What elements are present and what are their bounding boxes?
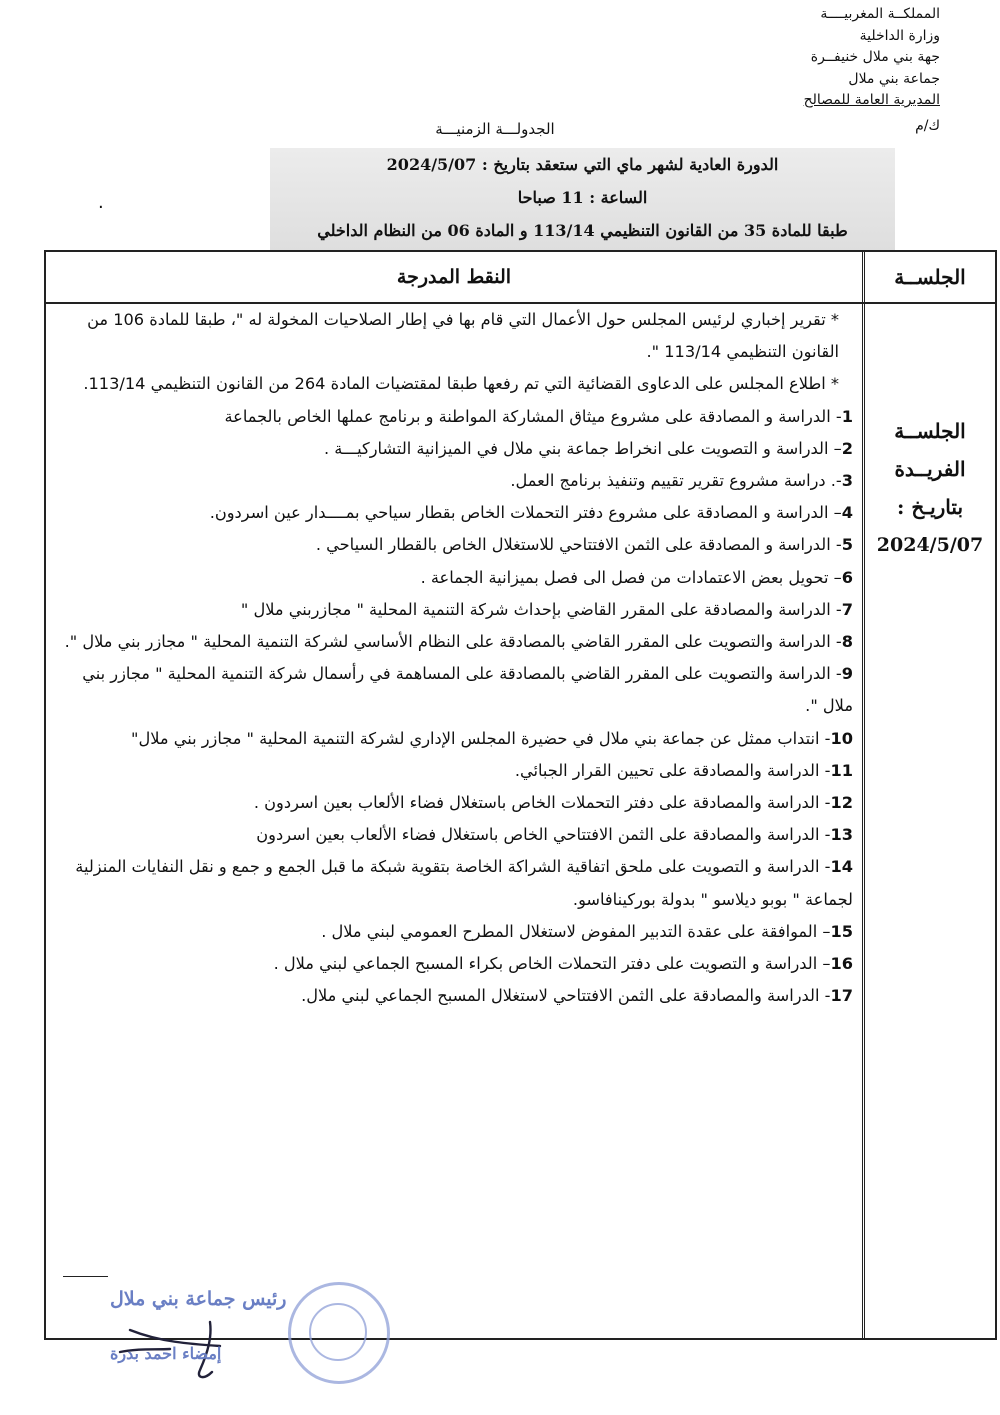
- agenda-item: [58, 401, 853, 433]
- agenda-item-number: 7: [841, 599, 853, 619]
- agenda-items-list: [58, 304, 853, 1012]
- agenda-item-text: - الدراسة والمصادقة على المقرر القاضي بإحداث شركة التنمية المحلية " مجازربني ملال ": [240, 599, 842, 619]
- session-time-line: الساعة : 11 صباحا: [517, 188, 648, 207]
- agenda-item-number: 8: [841, 632, 853, 652]
- agenda-item-number: 16: [830, 954, 853, 974]
- agenda-item-number: 4: [841, 503, 853, 523]
- agenda-item: [58, 948, 853, 980]
- stray-dot: .: [98, 192, 104, 213]
- table-header-row: [46, 252, 995, 304]
- agenda-item-number: 15: [830, 921, 853, 941]
- agenda-item-number: 13: [830, 825, 853, 845]
- signature-rule: [63, 1276, 108, 1277]
- agenda-item-text: - الدراسة والمصادقة على الثمن الافتتاحي الخاص باستغلال فضاء الألعاب بعين اسردون: [256, 825, 831, 845]
- reference-code: ك/م: [915, 118, 940, 134]
- header-line-region: جهة بني ملال خنيفــرة: [810, 49, 940, 65]
- agenda-item-number: 11: [830, 760, 853, 780]
- signature-title: رئيس جماعة بني ملال: [110, 1288, 287, 1310]
- agenda-item: [58, 304, 853, 368]
- agenda-item-text: - الدراسة والمصادقة على دفتر التحملات الخاص باستغلال فضاء الألعاب بعين اسردون .: [253, 793, 831, 813]
- session-cell-line2: الفريــدة: [894, 457, 966, 481]
- agenda-item: [58, 819, 853, 851]
- agenda-item: [58, 916, 853, 948]
- agenda-item: [58, 787, 853, 819]
- agenda-item: [58, 368, 853, 400]
- agenda-item-number: 3: [841, 471, 853, 491]
- agenda-item: [58, 980, 853, 1012]
- agenda-item-text: * اطلاع المجلس على الدعاوى القضائية التي تم رفعها طبقا لمقتضيات المادة 264 من القانون التنظيمي 113/14.: [83, 374, 839, 394]
- agenda-item-text: – تحويل بعض الاعتمادات من فصل الى فصل بميزانية الجماعة .: [420, 567, 842, 587]
- items-column-header: النقط المدرجة: [396, 266, 512, 288]
- agenda-item-number: 5: [841, 535, 853, 555]
- session-cell-date: 2024/5/07: [876, 534, 984, 556]
- agenda-item: [58, 433, 853, 465]
- agenda-item: [58, 465, 853, 497]
- agenda-item-number: 9: [841, 664, 853, 684]
- agenda-item-text: - الدراسة والمصادقة على تحيين القرار الجبائي.: [514, 760, 831, 780]
- agenda-item-number: 1: [841, 406, 853, 426]
- agenda-item-number: 14: [830, 857, 853, 877]
- agenda-item: [58, 497, 853, 529]
- agenda-item-text: - الدراسة والتصويت على المقرر القاضي بالمصادقة على المساهمة في رأسمال شركة التنمية المحلية " مجازر بني ملال ".: [82, 664, 853, 716]
- header-line-commune: جماعة بني ملال: [848, 70, 940, 87]
- signature-block: [100, 1282, 400, 1382]
- schedule-title: الجدولـــة الزمنيـــة: [435, 120, 555, 138]
- session-cell: [865, 412, 995, 564]
- document-header: [804, 4, 940, 112]
- agenda-item-number: 10: [830, 728, 853, 748]
- agenda-item-text: – الدراسة و المصادقة على مشروع دفتر التحملات الخاص بقطار سياحي بمــــدار عين اسردون.: [209, 503, 842, 523]
- agenda-item: [58, 562, 853, 594]
- signature-name: إمضاء احمد بدرة: [110, 1344, 222, 1363]
- session-date-line: الدورة العادية لشهر ماي التي ستعقد بتاريخ : 2024/5/07: [386, 155, 779, 174]
- agenda-item-number: 17: [830, 986, 853, 1006]
- agenda-item: [58, 529, 853, 561]
- agenda-item-text: * تقرير إخباري لرئيس المجلس حول الأعمال التي قام بها في إطار الصلاحيات المخولة له "، طبقا للمادة 106 من القانون التنظيمي 113/14 ".: [87, 310, 839, 362]
- agenda-item-number: 6: [841, 567, 853, 587]
- agenda-item-text: - الدراسة و التصويت على ملحق اتفاقية الشراكة الخاصة بتقوية شبكة ما قبل الجمع و جمع و نقل النفايات المنزلية لجماعة " بوبو ديلاسو " بدولة بوركينافاسو.: [75, 857, 853, 909]
- agenda-item-text: - انتداب ممثل عن جماعة بني ملال في حضيرة المجلس الإداري لشركة التنمية المحلية " مجازر بني ملال": [131, 728, 831, 748]
- session-legal-basis-line: طبقا للمادة 35 من القانون التنظيمي 113/14 و المادة 06 من النظام الداخلي: [317, 221, 848, 240]
- agenda-item-text: – الموافقة على عقدة التدبير المفوض لاستغلال المطرح العمومي لبني ملال .: [321, 921, 831, 941]
- agenda-item: [58, 658, 853, 722]
- agenda-item: [58, 723, 853, 755]
- agenda-item-text: - الدراسة و المصادقة على مشروع ميثاق المشاركة المواطنة و برنامج عملها الخاص بالجماعة: [224, 406, 842, 426]
- agenda-table: [44, 250, 997, 1340]
- agenda-item-text: – الدراسة و التصويت على دفتر التحملات الخاص بكراء المسبح الجماعي لبني ملال .: [273, 954, 831, 974]
- session-cell-line3: بتاريـخ :: [896, 495, 964, 519]
- session-info-box: [270, 148, 895, 252]
- agenda-item: [58, 851, 853, 915]
- agenda-item-number: 2: [841, 438, 853, 458]
- agenda-item: [58, 755, 853, 787]
- agenda-item-text: - الدراسة والتصويت على المقرر القاضي بالمصادقة على النظام الأساسي لشركة التنمية المحلية " مجازر بني ملال ".: [64, 632, 842, 652]
- session-cell-line1: الجلســة: [894, 419, 966, 443]
- agenda-item-text: -. دراسة مشروع تقرير تقييم وتنفيذ برنامج العمل.: [510, 471, 842, 491]
- header-line-directorate: المديرية العامة للمصالح: [803, 92, 940, 108]
- agenda-item-text: – الدراسة و التصويت على انخراط جماعة بني ملال في الميزانية التشاركيـــة .: [323, 438, 842, 458]
- header-line-ministry: وزارة الداخلية: [859, 27, 940, 44]
- agenda-item-text: - الدراسة و المصادقة على الثمن الافتتاحي للاستغلال الخاص بالقطار السياحي .: [315, 535, 842, 555]
- agenda-item: [58, 594, 853, 626]
- agenda-item: [58, 626, 853, 658]
- session-column-header: الجلســة: [894, 265, 966, 289]
- agenda-item-text: - الدراسة والمصادقة على الثمن الافتتاحي لاستغلال المسبح الجماعي لبني ملال.: [301, 986, 831, 1006]
- header-line-kingdom: المملكــة المغربيــــة: [820, 6, 940, 22]
- agenda-item-number: 12: [830, 793, 853, 813]
